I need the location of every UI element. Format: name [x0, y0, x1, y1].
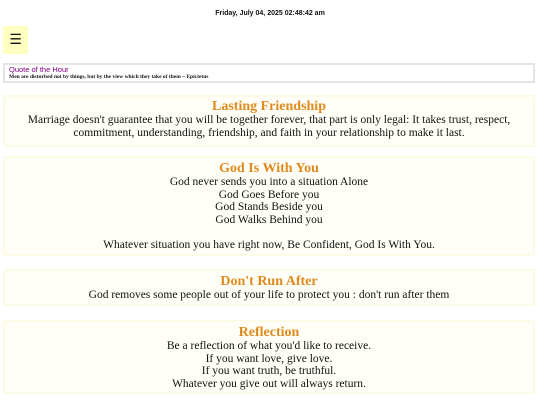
card-line: God never sends you into a situation Alone — [169, 176, 369, 188]
card-title: Lasting Friendship — [212, 99, 326, 114]
card-line: God Walks Behind you — [215, 213, 323, 226]
card-title: Don't Run After — [220, 274, 318, 289]
quote-title: Quote of the Hour — [9, 65, 69, 74]
card-line: If you want truth, be truthful. — [201, 365, 337, 377]
date-time-display: Friday, July 04, 2025 02:48:42 am — [215, 10, 325, 17]
card-title: God Is With You — [219, 161, 319, 176]
card-line: Whatever situation you have right now, Be Confident, God Is With You. — [103, 238, 435, 251]
card-line: Whatever you give out will always return. — [172, 377, 366, 390]
hamburger-menu-icon: ☰ — [9, 32, 22, 48]
line-spacer — [5, 226, 533, 239]
card-dont-run-after — [3, 269, 535, 306]
quote-of-the-hour-box — [3, 63, 535, 83]
card-line: commitment, understanding, friendship, and faith in your relationship to make it last. — [73, 126, 465, 139]
card-reflection — [3, 320, 535, 394]
card-line: Marriage doesn't guarantee that you will be together forever, that part is only legal: It takes trust, respect, — [27, 114, 511, 126]
card-line: God Stands Beside you — [215, 201, 323, 213]
card-line: God Goes Before you — [218, 188, 320, 201]
card-line: If you want love, give love. — [205, 352, 333, 365]
card-god-is-with-you — [3, 156, 535, 256]
card-line: God removes some people out of your life to protect you : don't run after them — [88, 289, 450, 301]
card-line: Be a reflection of what you'd like to receive. — [166, 340, 372, 352]
quote-text: Men are disturbed not by things, but by the view which they take of them ~ Epictetus — [9, 74, 209, 80]
menu-button[interactable] — [3, 26, 28, 54]
card-lasting-friendship — [3, 95, 535, 147]
card-title: Reflection — [238, 325, 300, 340]
